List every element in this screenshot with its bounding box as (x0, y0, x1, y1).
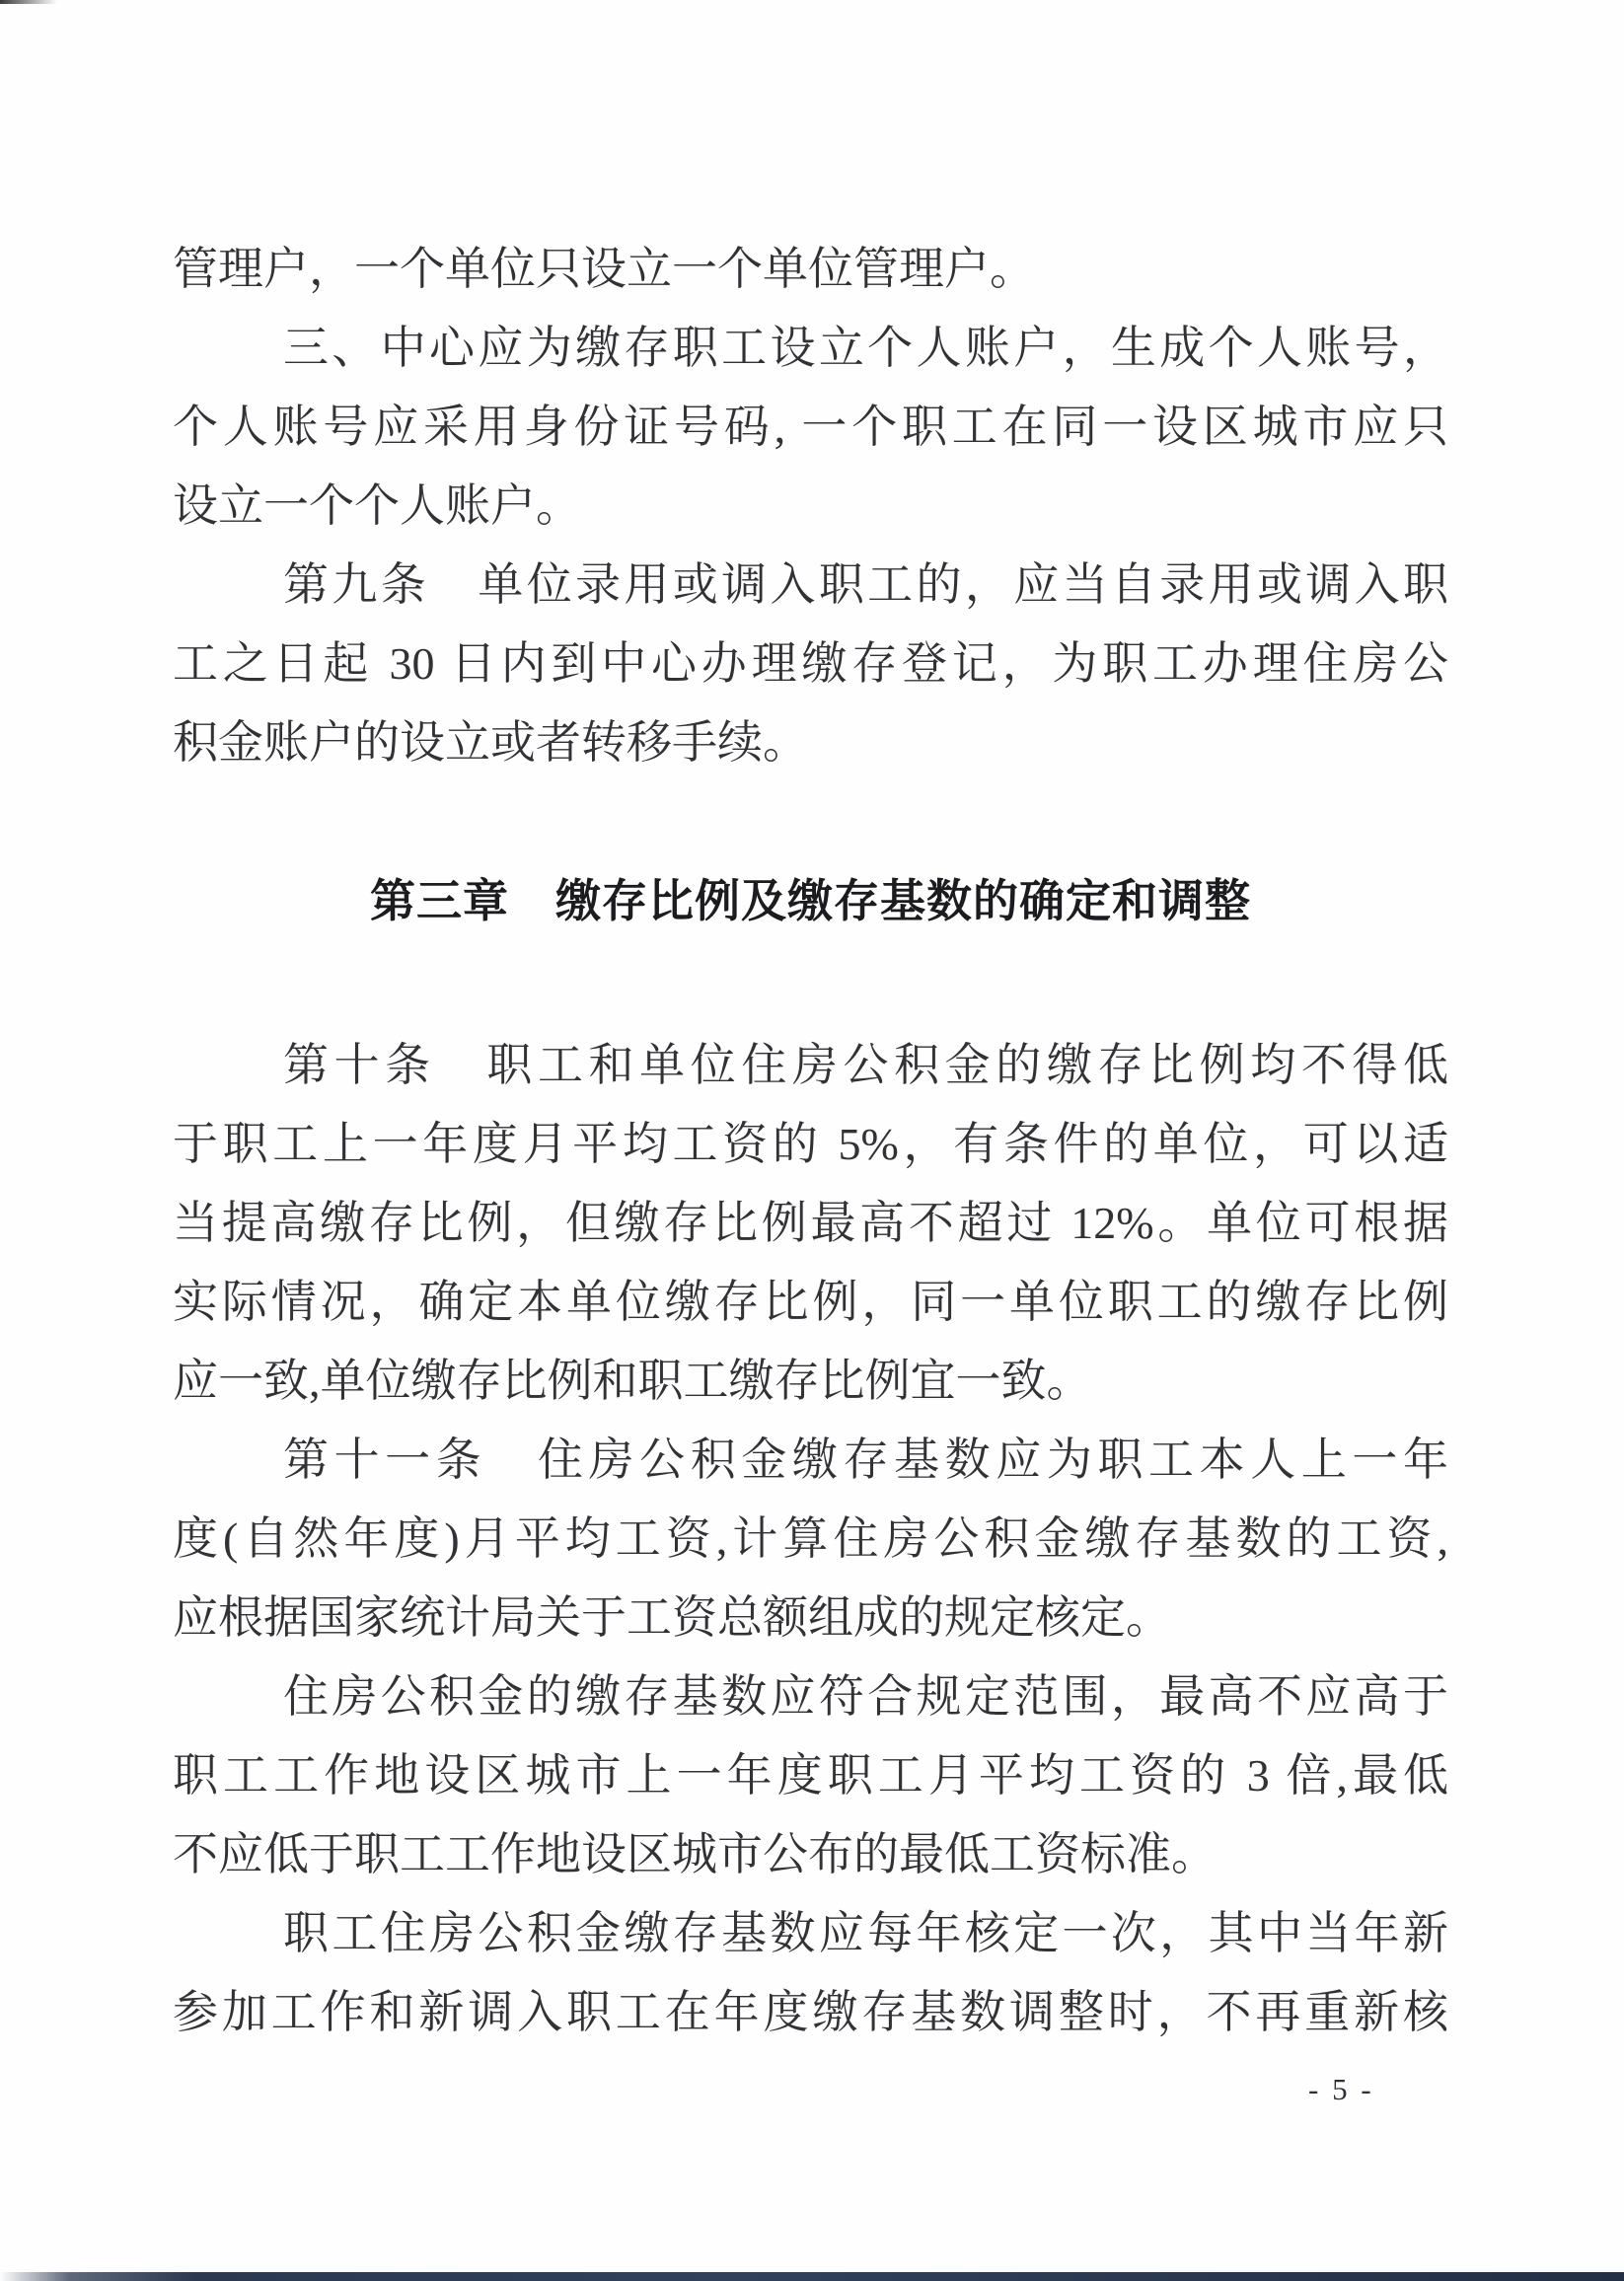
chapter-heading: 第三章 缴存比例及缴存基数的确定和调整 (370, 875, 1251, 926)
body-line: 于职工上一年度月平均工资的 5%，有条件的单位，可以适 (173, 1119, 1448, 1169)
body-line: 设立一个个人账户。 (173, 480, 581, 531)
document-body (173, 230, 1448, 2052)
body-line: 个人账号应采用身份证号码, 一个职工在同一设区城市应只 (173, 402, 1448, 452)
body-line: 三、中心应为缴存职工设立个人账户，生成个人账号， (283, 323, 1448, 373)
body-line: 职工工作地设区城市上一年度职工月平均工资的 3 倍,最低 (173, 1750, 1448, 1801)
page-number: - 5 - (1308, 2072, 1374, 2106)
body-line: 实际情况，确定本单位缴存比例，同一单位职工的缴存比例 (173, 1277, 1448, 1327)
body-line: 第十一条 住房公积金缴存基数应为职工本人上一年 (283, 1435, 1448, 1485)
body-line: 住房公积金的缴存基数应符合规定范围，最高不应高于 (283, 1671, 1448, 1722)
body-line: 当提高缴存比例，但缴存比例最高不超过 12%。单位可根据 (173, 1198, 1448, 1248)
body-line: 积金账户的设立或者转移手续。 (173, 717, 808, 768)
body-line: 管理户，一个单位只设立一个单位管理户。 (173, 244, 1035, 294)
body-line: 应根据国家统计局关于工资总额组成的规定核定。 (173, 1592, 1171, 1643)
body-line: 第九条 单位录用或调入职工的，应当自录用或调入职 (283, 559, 1448, 610)
scan-artifact-bottom-edge (0, 2272, 1624, 2281)
body-line: 第十条 职工和单位住房公积金的缴存比例均不得低 (283, 1040, 1448, 1090)
body-line: 工之日起 30 日内到中心办理缴存登记，为职工办理住房公 (173, 638, 1448, 689)
body-line: 应一致,单位缴存比例和职工缴存比例宜一致。 (173, 1356, 1092, 1406)
body-line: 度(自然年度)月平均工资,计算住房公积金缴存基数的工资, (173, 1513, 1448, 1564)
body-line: 职工住房公积金缴存基数应每年核定一次，其中当年新 (283, 1908, 1448, 1958)
scan-artifact-top-left (0, 0, 57, 4)
body-line: 参加工作和新调入职工在年度缴存基数调整时，不再重新核 (173, 1987, 1448, 2037)
body-line: 不应低于职工工作地设区城市公布的最低工资标准。 (173, 1829, 1217, 1879)
